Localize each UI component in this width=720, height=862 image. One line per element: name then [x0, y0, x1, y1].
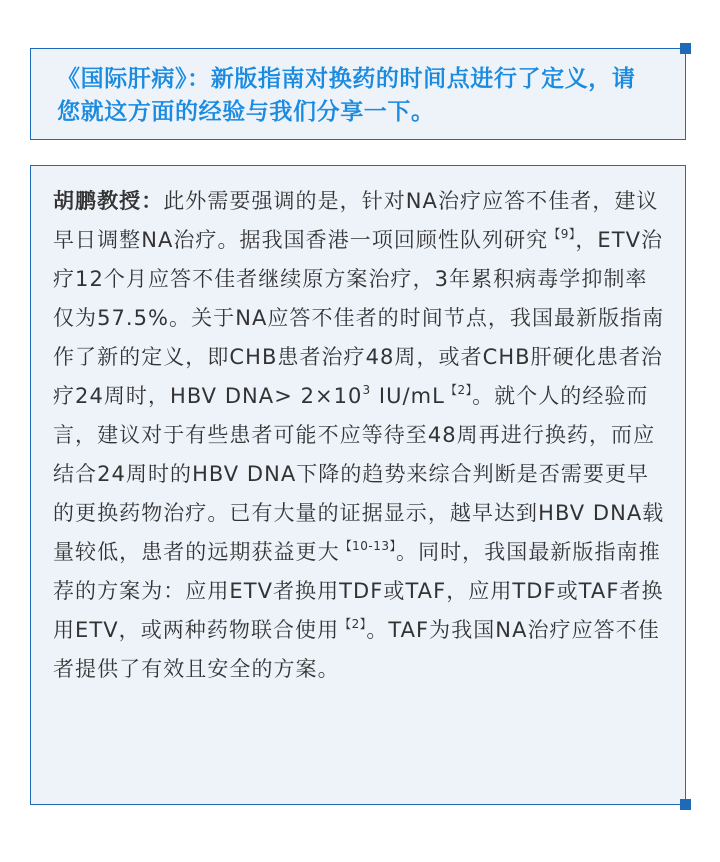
citation-ref: 【10-13】: [339, 539, 397, 553]
corner-square-decoration: [680, 43, 691, 54]
answer-box: [30, 165, 686, 805]
answer-text-segment: 。TAF为我国NA治疗应答不佳者提供了有效且安全的方案。: [53, 618, 660, 681]
answer-text-segment: ，ETV治疗12个月应答不佳者继续原方案治疗，3年累积病毒学抑制率仅为57.5%。关于NA应答不佳者的时间节点，我国最新版指南作了新的定义，即CHB患者治疗48周，或者CHB肝硬化患者治疗24周时，HBV DNA> 2×10: [53, 228, 665, 408]
speaker-name: 胡鹏教授：: [53, 189, 164, 213]
answer-text-segment: IU/mL: [371, 384, 445, 408]
answer-text-segment: 。同时，我国最新版指南推荐的方案为：应用ETV者换用TDF或TAF，应用TDF或TAF者换用ETV，或两种药物联合使用: [53, 540, 664, 642]
corner-square-decoration: [680, 799, 691, 810]
citation-ref: 【2】: [444, 383, 473, 397]
superscript-exponent: 3: [362, 383, 372, 397]
citation-ref: 【9】: [548, 227, 576, 241]
answer-text-segment: 此外需要强调的是，针对NA治疗应答不佳者，建议早日调整NA治疗。据我国香港一项回顾性队列研究: [53, 189, 659, 252]
question-text: 《国际肝病》：新版指南对换药的时间点进行了定义，请您就这方面的经验与我们分享一下。: [57, 66, 636, 125]
answer-text-segment: 。就个人的经验而言，建议对于有些患者可能不应等待至48周再进行换药，而应结合24周时的HBV DNA下降的趋势来综合判断是否需要更早的更换药物治疗。已有大量的证据显示，越早达到HBV DNA载量较低，患者的远期获益更大: [53, 384, 665, 564]
question-box: [30, 48, 686, 140]
answer-paragraph: [53, 182, 665, 689]
citation-ref: 【2】: [339, 617, 367, 631]
